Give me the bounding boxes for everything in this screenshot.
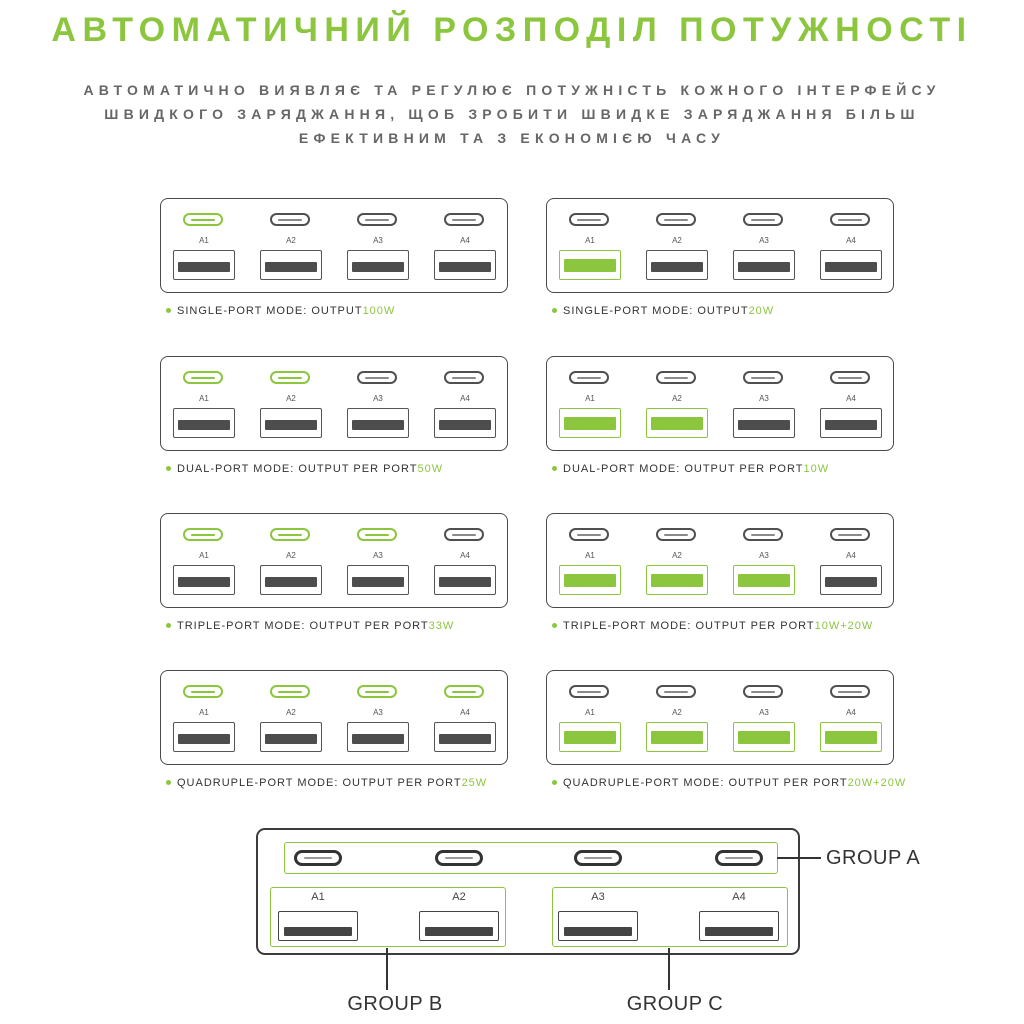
- usb-a-port-slot: [265, 262, 317, 272]
- mode-caption-text: QUADRUPLE-PORT MODE: OUTPUT PER PORT: [563, 777, 848, 789]
- usb-a-port-icon: [733, 722, 795, 752]
- port-label: A2: [286, 551, 296, 560]
- usb-a-port-slot: [564, 259, 616, 272]
- mode-caption-text: DUAL-PORT MODE: OUTPUT PER PORT: [563, 463, 804, 475]
- mode-caption: [552, 462, 829, 476]
- usb-c-port-icon: [357, 685, 397, 698]
- port-label: A1: [585, 708, 595, 717]
- usb-c-port-icon: [656, 371, 696, 384]
- mode-caption-text: DUAL-PORT MODE: OUTPUT PER PORT: [177, 463, 418, 475]
- usb-c-port-icon: [357, 371, 397, 384]
- mode-caption: [166, 619, 454, 633]
- mode-caption-text: SINGLE-PORT MODE: OUTPUT: [177, 305, 363, 317]
- usb-a-port-icon: [260, 722, 322, 752]
- usb-a-port-slot: [178, 262, 230, 272]
- port-label: A4: [846, 551, 856, 560]
- usb-a-port-slot: [178, 420, 230, 430]
- usb-a-port-icon: [434, 722, 496, 752]
- bullet-dot-icon: [552, 780, 557, 785]
- port-label: A1: [199, 236, 209, 245]
- port-label: A4: [460, 708, 470, 717]
- port-label: A3: [759, 708, 769, 717]
- usb-a-port-icon: [646, 408, 708, 438]
- usb-a-port-icon: [559, 722, 621, 752]
- subtitle-line: ШВИДКОГО ЗАРЯДЖАННЯ, ЩОБ ЗРОБИТИ ШВИДКЕ ЗАРЯДЖАННЯ БІЛЬШ: [104, 106, 920, 122]
- mode-power-value: 33W: [428, 620, 455, 632]
- port-label: A3: [373, 236, 383, 245]
- group-c-connector: [668, 948, 670, 990]
- usb-c-port-icon: [656, 528, 696, 541]
- port-label: A2: [672, 236, 682, 245]
- port-label: A3: [759, 551, 769, 560]
- usb-a-port-slot: [738, 262, 790, 272]
- mode-panel: [160, 670, 508, 765]
- group-a-connector: [777, 857, 821, 859]
- usb-a-port-icon: [559, 565, 621, 595]
- usb-c-port-icon: [830, 685, 870, 698]
- mode-panel: [546, 670, 894, 765]
- usb-c-port-icon: [183, 528, 223, 541]
- usb-a-port-slot: [178, 577, 230, 587]
- mode-power-value: 10W+20W: [814, 620, 874, 632]
- usb-a-port-slot: [738, 731, 790, 744]
- group-b-connector: [386, 948, 388, 990]
- mode-panel: [160, 198, 508, 293]
- usb-a-port-icon: [260, 408, 322, 438]
- usb-a-port-icon: [646, 250, 708, 280]
- mode-panel: [160, 356, 508, 451]
- usb-c-port-icon: [294, 850, 342, 866]
- mode-caption: [552, 776, 906, 790]
- usb-a-port-icon: [434, 250, 496, 280]
- usb-a-port-icon: [733, 408, 795, 438]
- usb-c-port-icon: [444, 685, 484, 698]
- usb-c-port-icon: [183, 685, 223, 698]
- usb-a-port-slot: [651, 731, 703, 744]
- usb-c-port-icon: [183, 371, 223, 384]
- port-label: A2: [672, 551, 682, 560]
- port-label: A1: [585, 236, 595, 245]
- usb-a-port-icon: [173, 250, 235, 280]
- usb-a-port-slot: [284, 927, 352, 936]
- port-label: A1: [585, 394, 595, 403]
- port-label: A4: [846, 708, 856, 717]
- usb-a-port-slot: [352, 734, 404, 744]
- subtitle-line: ЕФЕКТИВНИМ ТА З ЕКОНОМІЄЮ ЧАСУ: [298, 130, 726, 146]
- bullet-dot-icon: [166, 466, 171, 471]
- usb-a-port-slot: [352, 262, 404, 272]
- port-label: A3: [373, 551, 383, 560]
- port-label: A2: [286, 394, 296, 403]
- mode-panel: [546, 198, 894, 293]
- usb-c-port-icon: [656, 685, 696, 698]
- usb-a-port-slot: [265, 420, 317, 430]
- bullet-dot-icon: [166, 780, 171, 785]
- mode-caption-text: TRIPLE-PORT MODE: OUTPUT PER PORT: [177, 620, 429, 632]
- usb-a-port-slot: [425, 927, 493, 936]
- subtitle: [0, 78, 1024, 150]
- usb-a-port-slot: [439, 734, 491, 744]
- port-label: A1: [199, 708, 209, 717]
- usb-a-port-slot: [564, 417, 616, 430]
- mode-caption: [166, 776, 487, 790]
- port-label: A3: [373, 708, 383, 717]
- usb-a-port-icon: [820, 565, 882, 595]
- usb-a-port-slot: [651, 417, 703, 430]
- mode-panel: [546, 513, 894, 608]
- usb-a-port-slot: [651, 574, 703, 587]
- usb-c-port-icon: [270, 371, 310, 384]
- usb-a-port-slot: [439, 262, 491, 272]
- usb-a-port-icon: [347, 722, 409, 752]
- usb-c-port-icon: [743, 685, 783, 698]
- usb-a-port-icon: [820, 408, 882, 438]
- port-label: A2: [452, 891, 466, 903]
- mode-power-value: 50W: [417, 463, 444, 475]
- usb-a-port-icon: [559, 250, 621, 280]
- port-label: A3: [591, 891, 605, 903]
- usb-a-port-icon: [173, 722, 235, 752]
- usb-c-port-icon: [830, 371, 870, 384]
- usb-a-port-slot: [825, 262, 877, 272]
- usb-c-port-icon: [183, 213, 223, 226]
- usb-a-port-slot: [439, 420, 491, 430]
- port-label: A4: [846, 236, 856, 245]
- usb-c-port-icon: [435, 850, 483, 866]
- usb-c-port-icon: [569, 213, 609, 226]
- usb-a-port-slot: [564, 927, 632, 936]
- page-title: АВТОМАТИЧНИЙ РОЗПОДІЛ ПОТУЖНОСТІ: [51, 11, 973, 49]
- port-label: A1: [199, 551, 209, 560]
- mode-caption-text: QUADRUPLE-PORT MODE: OUTPUT PER PORT: [177, 777, 462, 789]
- mode-caption: [166, 304, 395, 318]
- mode-power-value: 20W+20W: [847, 777, 907, 789]
- subtitle-line: АВТОМАТИЧНО ВИЯВЛЯЄ ТА РЕГУЛЮЄ ПОТУЖНІСТЬ КОЖНОГО ІНТЕРФЕЙСУ: [83, 82, 941, 98]
- port-label: A4: [846, 394, 856, 403]
- mode-caption: [552, 619, 873, 633]
- mode-caption-text: TRIPLE-PORT MODE: OUTPUT PER PORT: [563, 620, 815, 632]
- usb-c-port-icon: [270, 685, 310, 698]
- usb-c-port-icon: [830, 213, 870, 226]
- port-label: A3: [759, 236, 769, 245]
- usb-a-port-slot: [738, 420, 790, 430]
- usb-a-port-icon: [260, 250, 322, 280]
- port-label: A2: [286, 708, 296, 717]
- usb-a-port-slot: [651, 262, 703, 272]
- usb-c-port-icon: [444, 371, 484, 384]
- usb-a-port-slot: [265, 577, 317, 587]
- usb-a-port-icon: [173, 565, 235, 595]
- usb-a-port-slot: [439, 577, 491, 587]
- bullet-dot-icon: [166, 308, 171, 313]
- usb-c-port-icon: [715, 850, 763, 866]
- group-a-label: GROUP A: [826, 847, 921, 869]
- usb-a-port-icon: [434, 408, 496, 438]
- port-label: A2: [672, 394, 682, 403]
- port-label: A4: [460, 394, 470, 403]
- port-label: A4: [460, 236, 470, 245]
- group-c-label: GROUP C: [626, 993, 724, 1015]
- usb-a-port-slot: [352, 420, 404, 430]
- port-label: A3: [373, 394, 383, 403]
- usb-c-port-icon: [357, 528, 397, 541]
- usb-a-port-icon: [347, 565, 409, 595]
- usb-c-port-icon: [569, 685, 609, 698]
- usb-a-port-slot: [564, 574, 616, 587]
- mode-caption: [552, 304, 774, 318]
- usb-c-port-icon: [830, 528, 870, 541]
- usb-a-port-slot: [705, 927, 773, 936]
- usb-a-port-slot: [825, 420, 877, 430]
- usb-a-port-icon: [733, 250, 795, 280]
- bullet-dot-icon: [552, 308, 557, 313]
- port-label: A1: [311, 891, 325, 903]
- usb-a-port-slot: [564, 731, 616, 744]
- usb-a-port-icon: [419, 911, 499, 941]
- usb-a-port-icon: [260, 565, 322, 595]
- mode-panel: [546, 356, 894, 451]
- usb-c-port-icon: [743, 528, 783, 541]
- usb-c-port-icon: [743, 371, 783, 384]
- usb-a-port-icon: [646, 722, 708, 752]
- group-b-label: GROUP B: [347, 993, 443, 1015]
- usb-a-port-slot: [825, 577, 877, 587]
- bullet-dot-icon: [552, 623, 557, 628]
- usb-a-port-icon: [347, 408, 409, 438]
- port-label: A2: [286, 236, 296, 245]
- usb-c-port-icon: [656, 213, 696, 226]
- usb-a-port-icon: [559, 408, 621, 438]
- usb-c-port-icon: [569, 528, 609, 541]
- port-label: A3: [759, 394, 769, 403]
- usb-a-port-icon: [699, 911, 779, 941]
- usb-c-port-icon: [357, 213, 397, 226]
- usb-c-port-icon: [574, 850, 622, 866]
- mode-power-value: 25W: [461, 777, 488, 789]
- usb-a-port-icon: [558, 911, 638, 941]
- mode-caption-text: SINGLE-PORT MODE: OUTPUT: [563, 305, 749, 317]
- usb-c-port-icon: [569, 371, 609, 384]
- usb-c-port-icon: [444, 213, 484, 226]
- usb-a-port-icon: [820, 250, 882, 280]
- usb-a-port-icon: [733, 565, 795, 595]
- mode-panel: [160, 513, 508, 608]
- group-a-box: [284, 842, 778, 874]
- usb-c-port-icon: [270, 213, 310, 226]
- mode-caption: [166, 462, 443, 476]
- usb-a-port-icon: [434, 565, 496, 595]
- port-label: A1: [585, 551, 595, 560]
- usb-a-port-icon: [173, 408, 235, 438]
- usb-a-port-slot: [738, 574, 790, 587]
- usb-a-port-icon: [278, 911, 358, 941]
- usb-a-port-icon: [646, 565, 708, 595]
- port-label: A2: [672, 708, 682, 717]
- usb-c-port-icon: [743, 213, 783, 226]
- usb-a-port-slot: [265, 734, 317, 744]
- bullet-dot-icon: [166, 623, 171, 628]
- mode-power-value: 100W: [362, 305, 396, 317]
- usb-a-port-icon: [347, 250, 409, 280]
- usb-a-port-icon: [820, 722, 882, 752]
- usb-c-port-icon: [444, 528, 484, 541]
- mode-power-value: 10W: [803, 463, 830, 475]
- bullet-dot-icon: [552, 466, 557, 471]
- port-label: A1: [199, 394, 209, 403]
- port-label: A4: [460, 551, 470, 560]
- usb-a-port-slot: [178, 734, 230, 744]
- usb-a-port-slot: [352, 577, 404, 587]
- mode-power-value: 20W: [748, 305, 775, 317]
- port-label: A4: [732, 891, 746, 903]
- usb-a-port-slot: [825, 731, 877, 744]
- usb-c-port-icon: [270, 528, 310, 541]
